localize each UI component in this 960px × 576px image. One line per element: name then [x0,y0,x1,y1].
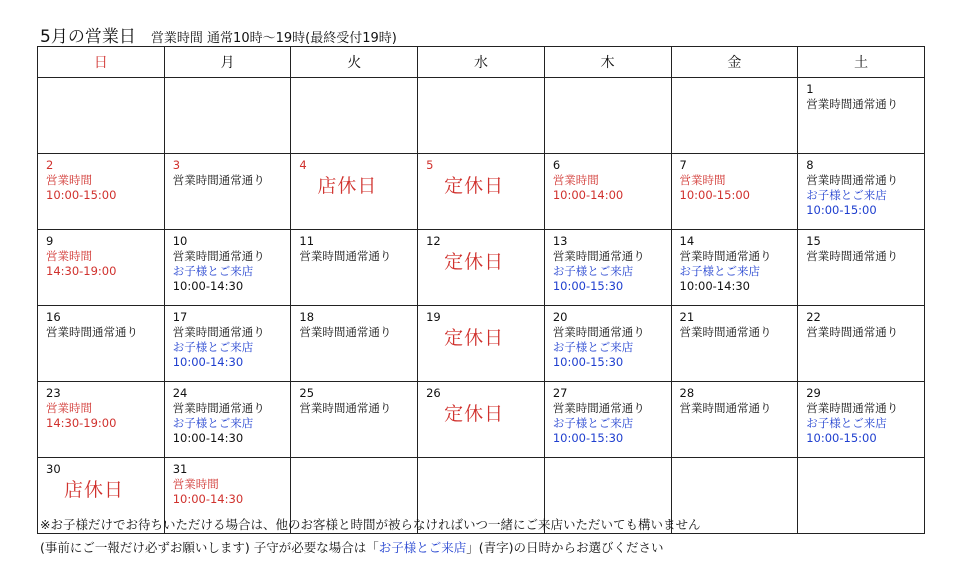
day-detail-line: 14:30-19:00 [46,416,117,430]
calendar-grid [37,46,925,534]
day-detail-line: お子様とご来店 [172,264,254,278]
day-number: 4 [299,158,307,172]
day-number: 8 [806,158,814,172]
calendar-day-cell [798,458,925,534]
day-number: 10 [172,234,188,248]
day-number: 14 [679,234,695,248]
day-detail-line: 営業時間通常通り [299,401,392,415]
day-detail-line: 営業時間通常通り [806,97,899,111]
day-detail-line: 営業時間通常通り [679,249,772,263]
calendar-day-cell [418,306,545,382]
calendar-day-cell [164,154,291,230]
day-detail-line: 10:00-15:00 [679,188,750,202]
day-number: 12 [426,234,441,248]
calendar-day-cell [671,230,798,306]
calendar-day-cell [671,382,798,458]
day-number: 21 [679,310,695,324]
day-detail-line: 営業時間通常通り [552,249,645,263]
weekday-header: 月 [164,47,291,78]
footnote-close-bracket: 」 [466,540,479,555]
day-detail-line: 営業時間通常通り [46,325,138,339]
calendar-body [38,78,925,534]
day-detail-line: 10:00-14:00 [552,188,624,202]
day-detail-line: 10:00-14:30 [172,431,244,445]
calendar-day-cell [418,382,545,458]
calendar-day-cell [671,78,798,154]
day-number: 26 [426,386,441,400]
day-detail-line: 10:00-14:30 [172,492,244,506]
calendar-day-cell [544,306,671,382]
footnote-line-2-text: (事前にご一報だけ必ずお願いします) 子守が必要な場合は [40,540,367,555]
calendar-day-cell [291,382,418,458]
calendar-day-cell [798,154,925,230]
day-detail-line: 営業時間通常通り [806,173,899,187]
day-number: 22 [806,310,821,324]
day-detail-line: 営業時間通常通り [172,325,265,339]
calendar-day-cell [798,230,925,306]
calendar-day-cell [418,154,545,230]
day-detail-line: 10:00-15:00 [46,188,117,202]
footnote-open-bracket: 「 [366,540,379,555]
day-detail-line: 10:00-15:30 [552,355,624,369]
day-number: 11 [299,234,315,248]
calendar-week-row [38,78,925,154]
calendar-day-cell [38,230,165,306]
day-detail-line: 10:00-15:30 [552,431,624,445]
calendar-week-row [38,382,925,458]
day-detail-line: 営業時間通常通り [806,249,899,263]
day-number: 27 [552,386,568,400]
day-detail-line: 営業時間通常通り [806,401,899,415]
calendar-week-row [38,306,925,382]
calendar-header [40,22,397,47]
day-detail-line: 営業時間通常通り [679,325,772,339]
day-number: 7 [679,158,687,172]
footnotes [40,513,700,559]
day-number: 13 [552,234,568,248]
day-detail-line: 営業時間通常通り [679,401,772,415]
day-number: 23 [46,386,61,400]
closed-day-label: 定休日 [444,175,505,197]
calendar-day-cell [164,78,291,154]
day-detail-line: お子様とご来店 [172,340,254,354]
day-detail-line: 営業時間 [46,173,92,187]
weekday-header: 金 [671,47,798,78]
calendar-day-cell [798,78,925,154]
day-number: 17 [172,310,188,324]
footnote-line-1: ※お子様だけでお待ちいただける場合は、他のお客様と時間が被らなければいつ一緒にご来店いただいても構いません [40,517,701,532]
day-number: 25 [299,386,315,400]
day-number: 18 [299,310,315,324]
calendar-day-cell [38,154,165,230]
day-number: 5 [426,158,434,172]
calendar-day-cell [291,78,418,154]
day-number: 6 [552,158,561,172]
day-detail-line: 営業時間 [46,249,92,263]
day-number: 28 [679,386,695,400]
closed-day-label: 店休日 [317,175,378,197]
day-detail-line: お子様とご来店 [679,264,761,278]
day-detail-line: お子様とご来店 [552,264,634,278]
day-detail-line: お子様とご来店 [552,340,634,354]
day-number: 20 [552,310,568,324]
day-detail-line: 営業時間通常通り [806,325,899,339]
day-detail-line: 10:00-15:30 [552,279,624,293]
weekday-header-row [38,47,925,78]
day-number: 24 [172,386,188,400]
calendar-day-cell [544,382,671,458]
calendar-day-cell [418,78,545,154]
day-number: 3 [172,158,181,172]
closed-day-label: 店休日 [64,479,125,501]
day-detail-line: 営業時間通常通り [172,173,265,187]
day-detail-line: お子様とご来店 [806,416,887,430]
footnote-highlight: お子様とご来店 [378,540,467,555]
day-detail-line: 営業時間 [172,477,219,491]
calendar-day-cell [798,306,925,382]
day-detail-line: 10:00-15:00 [806,203,877,217]
day-detail-line: お子様とご来店 [806,188,887,202]
day-number: 9 [46,234,54,248]
day-detail-line: 営業時間 [679,173,726,187]
day-detail-line: 営業時間 [552,173,599,187]
weekday-header: 日 [38,47,165,78]
day-detail-line: 10:00-14:30 [172,279,244,293]
day-detail-line: 14:30-19:00 [46,264,117,278]
closed-day-label: 定休日 [444,327,505,349]
calendar-day-cell [544,154,671,230]
calendar-day-cell [671,306,798,382]
day-number: 16 [46,310,61,324]
calendar-week-row [38,230,925,306]
calendar-day-cell [164,230,291,306]
day-detail-line: 営業時間通常通り [172,249,265,263]
page-title: 5月の営業日 [40,27,136,47]
day-detail-line: 営業時間通常通り [552,325,645,339]
day-number: 29 [806,386,821,400]
calendar-day-cell [164,382,291,458]
calendar-day-cell [291,306,418,382]
day-detail-line: 10:00-14:30 [679,279,750,293]
calendar-day-cell [544,230,671,306]
weekday-header: 木 [544,47,671,78]
calendar-day-cell [38,78,165,154]
calendar-day-cell [291,154,418,230]
day-detail-line: 10:00-15:00 [806,431,877,445]
day-detail-line: 営業時間通常通り [552,401,645,415]
calendar-day-cell [38,382,165,458]
footnote-line-2 [40,536,700,559]
day-number: 15 [806,234,821,248]
day-number: 31 [172,462,188,476]
weekday-header: 水 [418,47,545,78]
footnote-line-2-tail: (青字)の日時からお選びください [478,540,664,555]
calendar-day-cell [544,78,671,154]
calendar-day-cell [291,230,418,306]
calendar-day-cell [418,230,545,306]
closed-day-label: 定休日 [444,403,505,425]
day-detail-line: お子様とご来店 [172,416,254,430]
day-number: 2 [46,158,54,172]
day-detail-line: 営業時間通常通り [172,401,265,415]
closed-day-label: 定休日 [444,251,505,273]
calendar-day-cell [798,382,925,458]
calendar-day-cell [38,306,165,382]
calendar-day-cell [164,306,291,382]
calendar-day-cell [671,154,798,230]
day-detail-line: お子様とご来店 [552,416,634,430]
day-number: 30 [46,462,61,476]
day-detail-line: 営業時間通常通り [299,249,392,263]
day-detail-line: 営業時間 [46,401,92,415]
weekday-header: 土 [798,47,925,78]
day-detail-line: 営業時間通常通り [299,325,392,339]
calendar-week-row [38,154,925,230]
day-number: 19 [426,310,441,324]
business-hours-text: 営業時間 通常10時～19時(最終受付19時) [150,31,397,46]
weekday-header: 火 [291,47,418,78]
day-number: 1 [806,82,814,96]
day-detail-line: 10:00-14:30 [172,355,244,369]
